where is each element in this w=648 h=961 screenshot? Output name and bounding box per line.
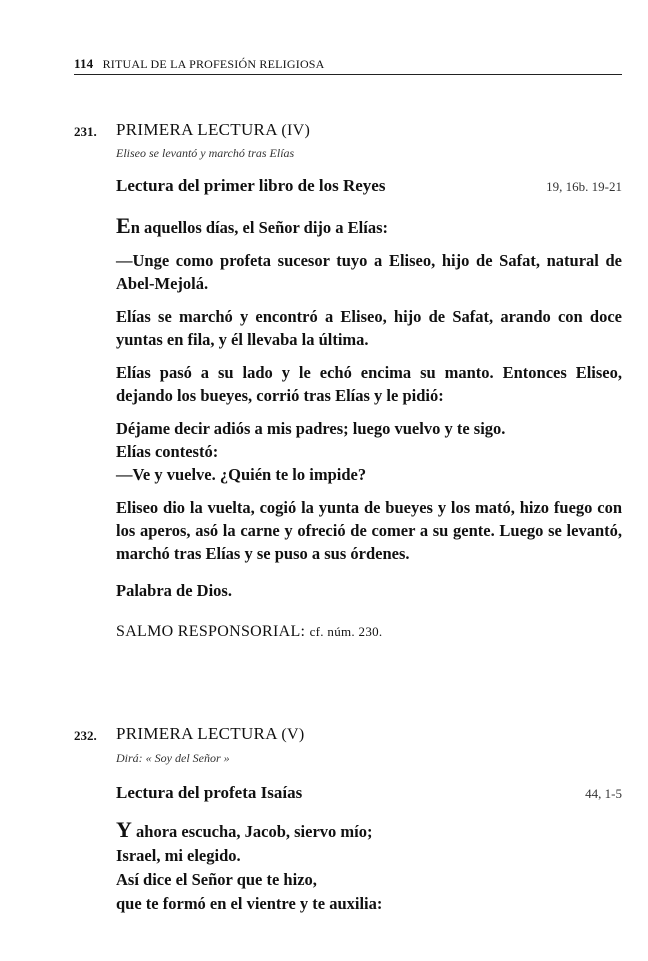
verse-line-3: Así dice el Señor que te hizo, bbox=[116, 870, 317, 889]
drop-cap: E bbox=[116, 213, 131, 238]
section-subtitle: (V) bbox=[281, 726, 305, 743]
verse-text: ahora escucha, Jacob, siervo mío; bbox=[131, 822, 373, 841]
paragraph-1 bbox=[116, 214, 622, 239]
reading-title: Lectura del primer libro de los Reyes bbox=[116, 176, 386, 195]
section-number-231: 231. bbox=[74, 124, 97, 139]
page-number: 114 bbox=[74, 56, 94, 71]
scripture-citation: 44, 1-5 bbox=[585, 786, 622, 801]
reading-body-231 bbox=[116, 214, 622, 612]
closing-acclamation: Palabra de Dios. bbox=[116, 581, 232, 600]
running-title: RITUAL DE LA PROFESIÓN RELIGIOSA bbox=[102, 57, 325, 71]
verse-line-4: que te formó en el vientre y te auxilia: bbox=[116, 894, 383, 913]
reading-heading-232 bbox=[116, 783, 622, 803]
reading-body-232 bbox=[116, 818, 622, 916]
scripture-citation: 19, 16b. 19-21 bbox=[546, 179, 622, 194]
psalm-ref: cf. núm. 230. bbox=[309, 624, 383, 639]
psalm-label: SALMO RESPONSORIAL: bbox=[116, 623, 306, 640]
section-title-232 bbox=[116, 724, 305, 744]
antiphon-231: Eliseo se levantó y marchó tras Elías bbox=[116, 146, 295, 160]
drop-cap: Y bbox=[116, 817, 132, 842]
psalm-reference bbox=[116, 623, 382, 641]
paragraph-6: Eliseo dio la vuelta, cogió la yunta de bueyes y los mató, hizo fuego con los aperos, asó la carne y ofreció de comer a su gente. Luego se levantó, marchó tras Elías y se puso a sus órdenes. bbox=[116, 498, 622, 563]
paragraph-2: —Unge como profeta sucesor tuyo a Eliseo, hijo de Safat, natural de Abel-Mejolá. bbox=[116, 251, 622, 293]
paragraph-4: Elías pasó a su lado y le echó encima su manto. Entonces Eliseo, dejando los bueyes, corrió tras Elías y le pidió: bbox=[116, 363, 622, 405]
paragraph-5c: —Ve y vuelve. ¿Quién te lo impide? bbox=[116, 465, 367, 484]
verse-line-1 bbox=[116, 818, 622, 844]
reading-heading-231 bbox=[116, 176, 622, 196]
page-header bbox=[74, 56, 622, 75]
paragraph-3: Elías se marchó y encontró a Eliseo, hijo de Safat, arando con doce yuntas en fila, y él llevaba la última. bbox=[116, 307, 622, 349]
section-subtitle: (IV) bbox=[281, 122, 311, 139]
paragraph-text: n aquellos días, el Señor dijo a Elías: bbox=[130, 218, 389, 237]
paragraph-5a: Déjame decir adiós a mis padres; luego vuelvo y te sigo. bbox=[116, 419, 506, 438]
antiphon-232: Dirá: « Soy del Señor » bbox=[116, 751, 230, 765]
section-title-231 bbox=[116, 120, 310, 140]
paragraph-5b: Elías contestó: bbox=[116, 442, 219, 461]
section-title-text: PRIMERA LECTURA bbox=[116, 120, 277, 139]
verse-line-2: Israel, mi elegido. bbox=[116, 846, 241, 865]
section-title-text: PRIMERA LECTURA bbox=[116, 724, 277, 743]
reading-title: Lectura del profeta Isaías bbox=[116, 783, 303, 802]
section-number-232: 232. bbox=[74, 728, 97, 743]
